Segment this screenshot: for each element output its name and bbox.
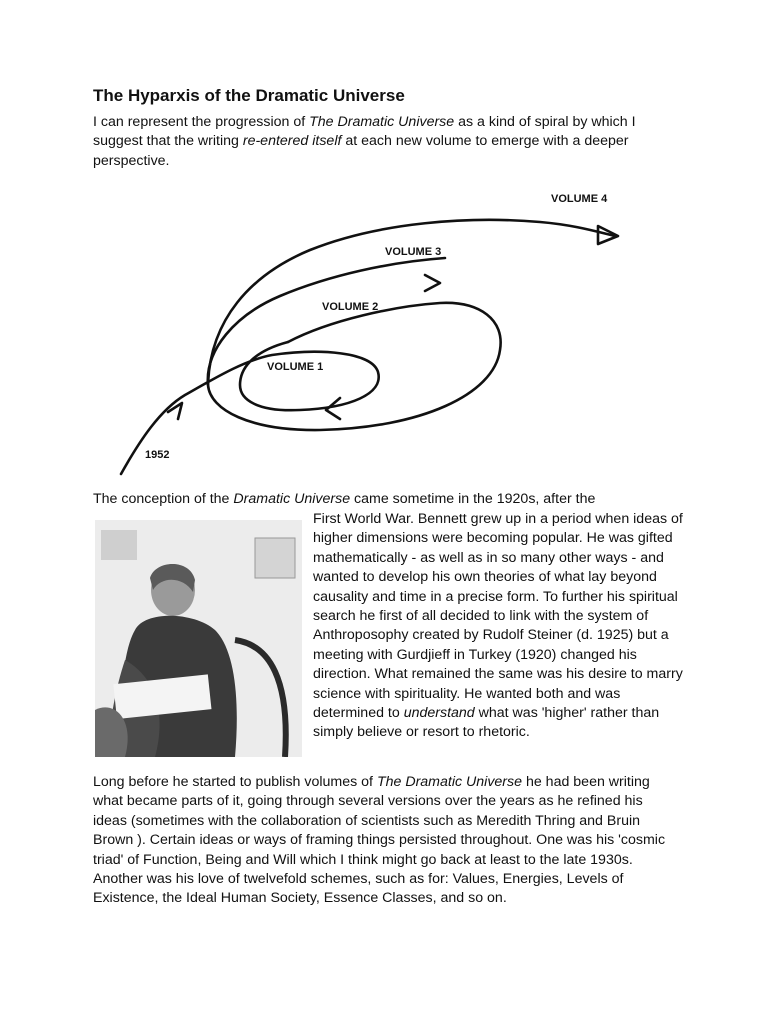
label-volume-3: VOLUME 3 bbox=[385, 246, 442, 258]
conception-body-paragraph bbox=[313, 510, 683, 743]
intro-italic-reentered: re-entered itself bbox=[242, 133, 342, 150]
intro-text-3: at each new volume to emerge with a deeper perspective. bbox=[93, 133, 629, 169]
label-volume-1: VOLUME 1 bbox=[267, 361, 324, 373]
conception-text-1: The conception of the bbox=[93, 491, 234, 507]
conception-text-3: First World War. Bennett grew up in a period when ideas of higher dimensions were becoming popular. He was gifted mathematically - as well as in so many other ways - and wanted to develop his own theories of what lay beyond causality and time in a precise form. To further his spiritual search he first of all decided to link with the system of Anthroposophy created by Rudolf Steiner (d. 1925) but a meeting with Gurdjieff in Turkey (1920) changed his direction. What remained the same was his desire to marry science with spirituality. He wanted both and was determined to bbox=[313, 511, 683, 722]
intro-italic-title: The Dramatic Universe bbox=[309, 114, 455, 130]
label-volume-4: VOLUME 4 bbox=[551, 193, 608, 205]
long-italic-title: The Dramatic Universe bbox=[376, 774, 523, 790]
conception-text-4: what was 'higher' rather than simply believe or resort to rhetoric. bbox=[313, 705, 660, 741]
conception-text-2: came sometime in the 1920s, after the bbox=[350, 491, 596, 507]
conception-italic-title: Dramatic Universe bbox=[233, 491, 351, 507]
long-text-1: Long before he started to publish volumes of bbox=[93, 774, 377, 790]
long-text-2: he had been writing what became parts of it, going through several versions over the years as he refined his ideas (sometimes with the collaboration of scientists such as Meredith Thring and Bruin Brown ). Certain ideas or ways of framing things persisted throughout. One was his 'cosmic triad' of Function, Being and Will which I think might go back at least to the late 1930s. Another was his love of twelvefold schemes, such as for: Values, Energies, Levels of Existence, the Ideal Human Society, Essence Classes, and so on. bbox=[93, 774, 666, 907]
arrowhead-volume-1 bbox=[326, 398, 340, 419]
spiral-diagram bbox=[0, 180, 768, 480]
spiral-volume-2-loop bbox=[208, 258, 501, 430]
intro-paragraph bbox=[93, 113, 673, 171]
page-title: The Hyparxis of the Dramatic Universe bbox=[93, 86, 405, 105]
intro-text-2: as a kind of spiral by which I suggest that the writing bbox=[93, 114, 636, 150]
label-volume-2: VOLUME 2 bbox=[322, 301, 379, 313]
conception-first-line bbox=[93, 490, 678, 509]
long-paragraph bbox=[93, 773, 678, 909]
conception-italic-understand: understand bbox=[403, 705, 475, 722]
intro-text-1: I can represent the progression of bbox=[93, 114, 310, 130]
label-1952: 1952 bbox=[145, 449, 170, 461]
photo-bennett-writing bbox=[95, 520, 302, 757]
arrowhead-volume-2 bbox=[425, 275, 440, 291]
